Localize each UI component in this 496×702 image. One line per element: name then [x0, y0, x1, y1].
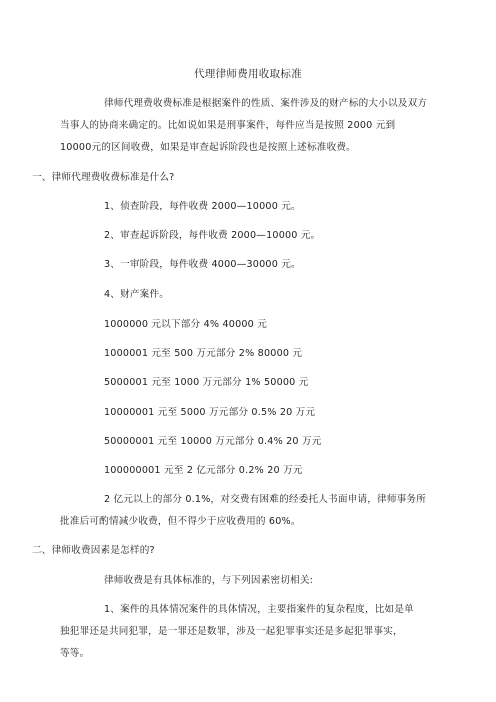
paragraph-line: 等等。 [60, 648, 90, 659]
section-heading: 二、律师收费因素是怎样的? [32, 545, 155, 556]
list-item: 1、侦查阶段，每件收费 2000—10000 元。 [104, 201, 301, 212]
paragraph-line: 律师收费是有具体标准的，与下列因素密切相关: [104, 575, 314, 586]
paragraph-line: 2 亿元以上的部分 0.1%，对交费有困难的经委托人书面申请，律师事务所 [104, 494, 426, 505]
fee-tier-line: 100000001 元至 2 亿元部分 0.2% 20 万元 [104, 465, 303, 476]
paragraph-line: 10000元的区间收费，如果是审查起诉阶段也是按照上述标准收费。 [60, 142, 356, 153]
fee-tier-line: 10000001 元至 5000 万元部分 0.5% 20 万元 [104, 407, 316, 418]
list-item: 2、审查起诉阶段，每件收费 2000—10000 元。 [104, 230, 321, 241]
section-heading: 一、律师代理费收费标准是什么? [32, 172, 175, 183]
paragraph-line: 1、案件的具体情况案件的具体情况，主要指案件的复杂程度，比如是单 [104, 604, 414, 615]
fee-tier-line: 50000001 元至 10000 万元部分 0.4% 20 万元 [104, 436, 322, 447]
paragraph-line: 当事人的协商来确定的。比如说如果是刑事案件，每件应当是按照 2000 元到 [60, 120, 396, 131]
paragraph-line: 批准后可酌情减少收费，但不得少于应收费用的 60%。 [60, 516, 301, 527]
fee-tier-line: 1000000 元以下部分 4% 40000 元 [104, 319, 268, 330]
fee-tier-line: 5000001 元至 1000 万元部分 1% 50000 元 [104, 377, 309, 388]
document-title: 代理律师费用收取标准 [194, 68, 302, 80]
paragraph-line: 律师代理费收费标准是根据案件的性质、案件涉及的财产标的大小以及双方 [104, 98, 428, 109]
list-item: 4、财产案件。 [104, 289, 170, 300]
paragraph-line: 独犯罪还是共同犯罪，是一罪还是数罪，涉及一起犯罪事实还是多起犯罪事实， [60, 626, 403, 637]
fee-tier-line: 1000001 元至 500 万元部分 2% 80000 元 [104, 348, 303, 359]
list-item: 3、一审阶段，每件收费 4000—30000 元。 [104, 259, 301, 270]
